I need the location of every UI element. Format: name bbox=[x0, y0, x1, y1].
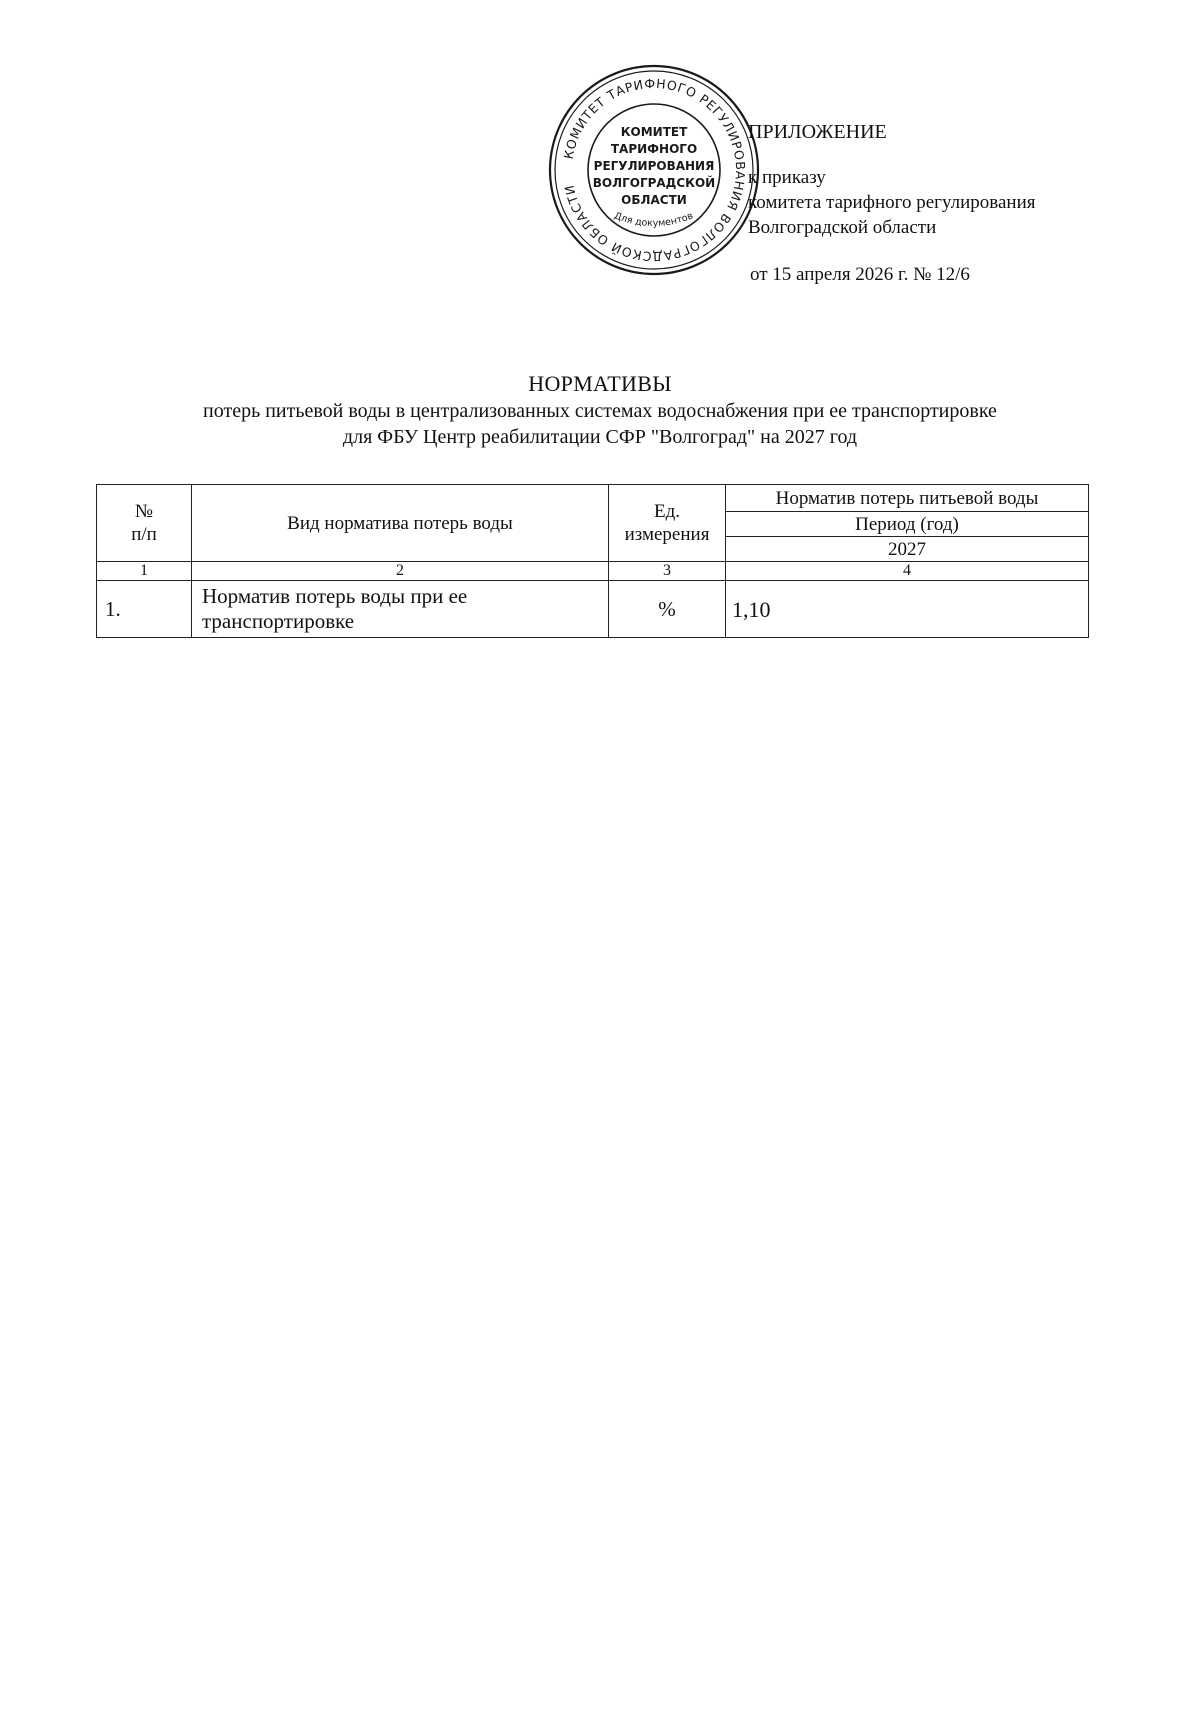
column-index: 1 bbox=[97, 562, 192, 581]
stamp-inner-line: ВОЛГОГРАДСКОЙ bbox=[592, 176, 716, 190]
stamp-inner-line: КОМИТЕТ bbox=[620, 125, 688, 139]
column-index-row bbox=[97, 562, 1089, 581]
stamp-footer-text: Для документов bbox=[612, 210, 695, 230]
official-stamp bbox=[546, 62, 762, 278]
header-unit bbox=[609, 485, 726, 562]
appendix-block bbox=[748, 120, 1036, 287]
stamp-outer-text: КОМИТЕТ ТАРИФНОГО РЕГУЛИРОВАНИЯ ВОЛГОГРАДСКОЙ ОБЛАСТИ bbox=[560, 75, 749, 265]
header-unit-text: Ед. измерения bbox=[624, 501, 710, 545]
header-number-text: № п/п bbox=[131, 501, 157, 545]
stamp-inner-line: ОБЛАСТИ bbox=[621, 193, 687, 207]
stamp-inner-lines bbox=[593, 125, 715, 207]
stamp-inner-line: ТАРИФНОГО bbox=[610, 142, 698, 156]
column-index: 3 bbox=[609, 562, 726, 581]
row-unit: % bbox=[609, 581, 726, 638]
stamp-inner-line: РЕГУЛИРОВАНИЯ bbox=[593, 159, 715, 173]
appendix-line: к приказу bbox=[748, 167, 826, 188]
norms-table bbox=[96, 484, 1089, 638]
table-row bbox=[97, 581, 1089, 638]
header-year: 2027 bbox=[726, 537, 1089, 562]
row-type: Норматив потерь воды при ее транспортировке bbox=[192, 581, 609, 638]
appendix-heading: ПРИЛОЖЕНИЕ bbox=[748, 121, 887, 143]
document-title: НОРМАТИВЫ bbox=[528, 371, 672, 396]
header-group: Норматив потерь питьевой воды bbox=[726, 485, 1089, 512]
document-subtitle-line: потерь питьевой воды в централизованных системах водоснабжения при ее транспортировке bbox=[203, 400, 997, 422]
header-type: Вид норматива потерь воды bbox=[192, 485, 609, 562]
column-index: 2 bbox=[192, 562, 609, 581]
appendix-date: от 15 апреля 2026 г. № 12/6 bbox=[750, 264, 970, 285]
appendix-line: комитета тарифного регулирования bbox=[748, 192, 1036, 213]
column-index: 4 bbox=[726, 562, 1089, 581]
row-number: 1. bbox=[97, 581, 192, 638]
row-value: 1,10 bbox=[726, 581, 1089, 638]
document-subtitle-line: для ФБУ Центр реабилитации СФР "Волгоград" на 2027 год bbox=[342, 426, 858, 448]
header-period: Период (год) bbox=[726, 512, 1089, 537]
header-number bbox=[97, 485, 192, 562]
document-title-block bbox=[0, 370, 1200, 450]
appendix-line: Волгоградской области bbox=[748, 217, 937, 238]
